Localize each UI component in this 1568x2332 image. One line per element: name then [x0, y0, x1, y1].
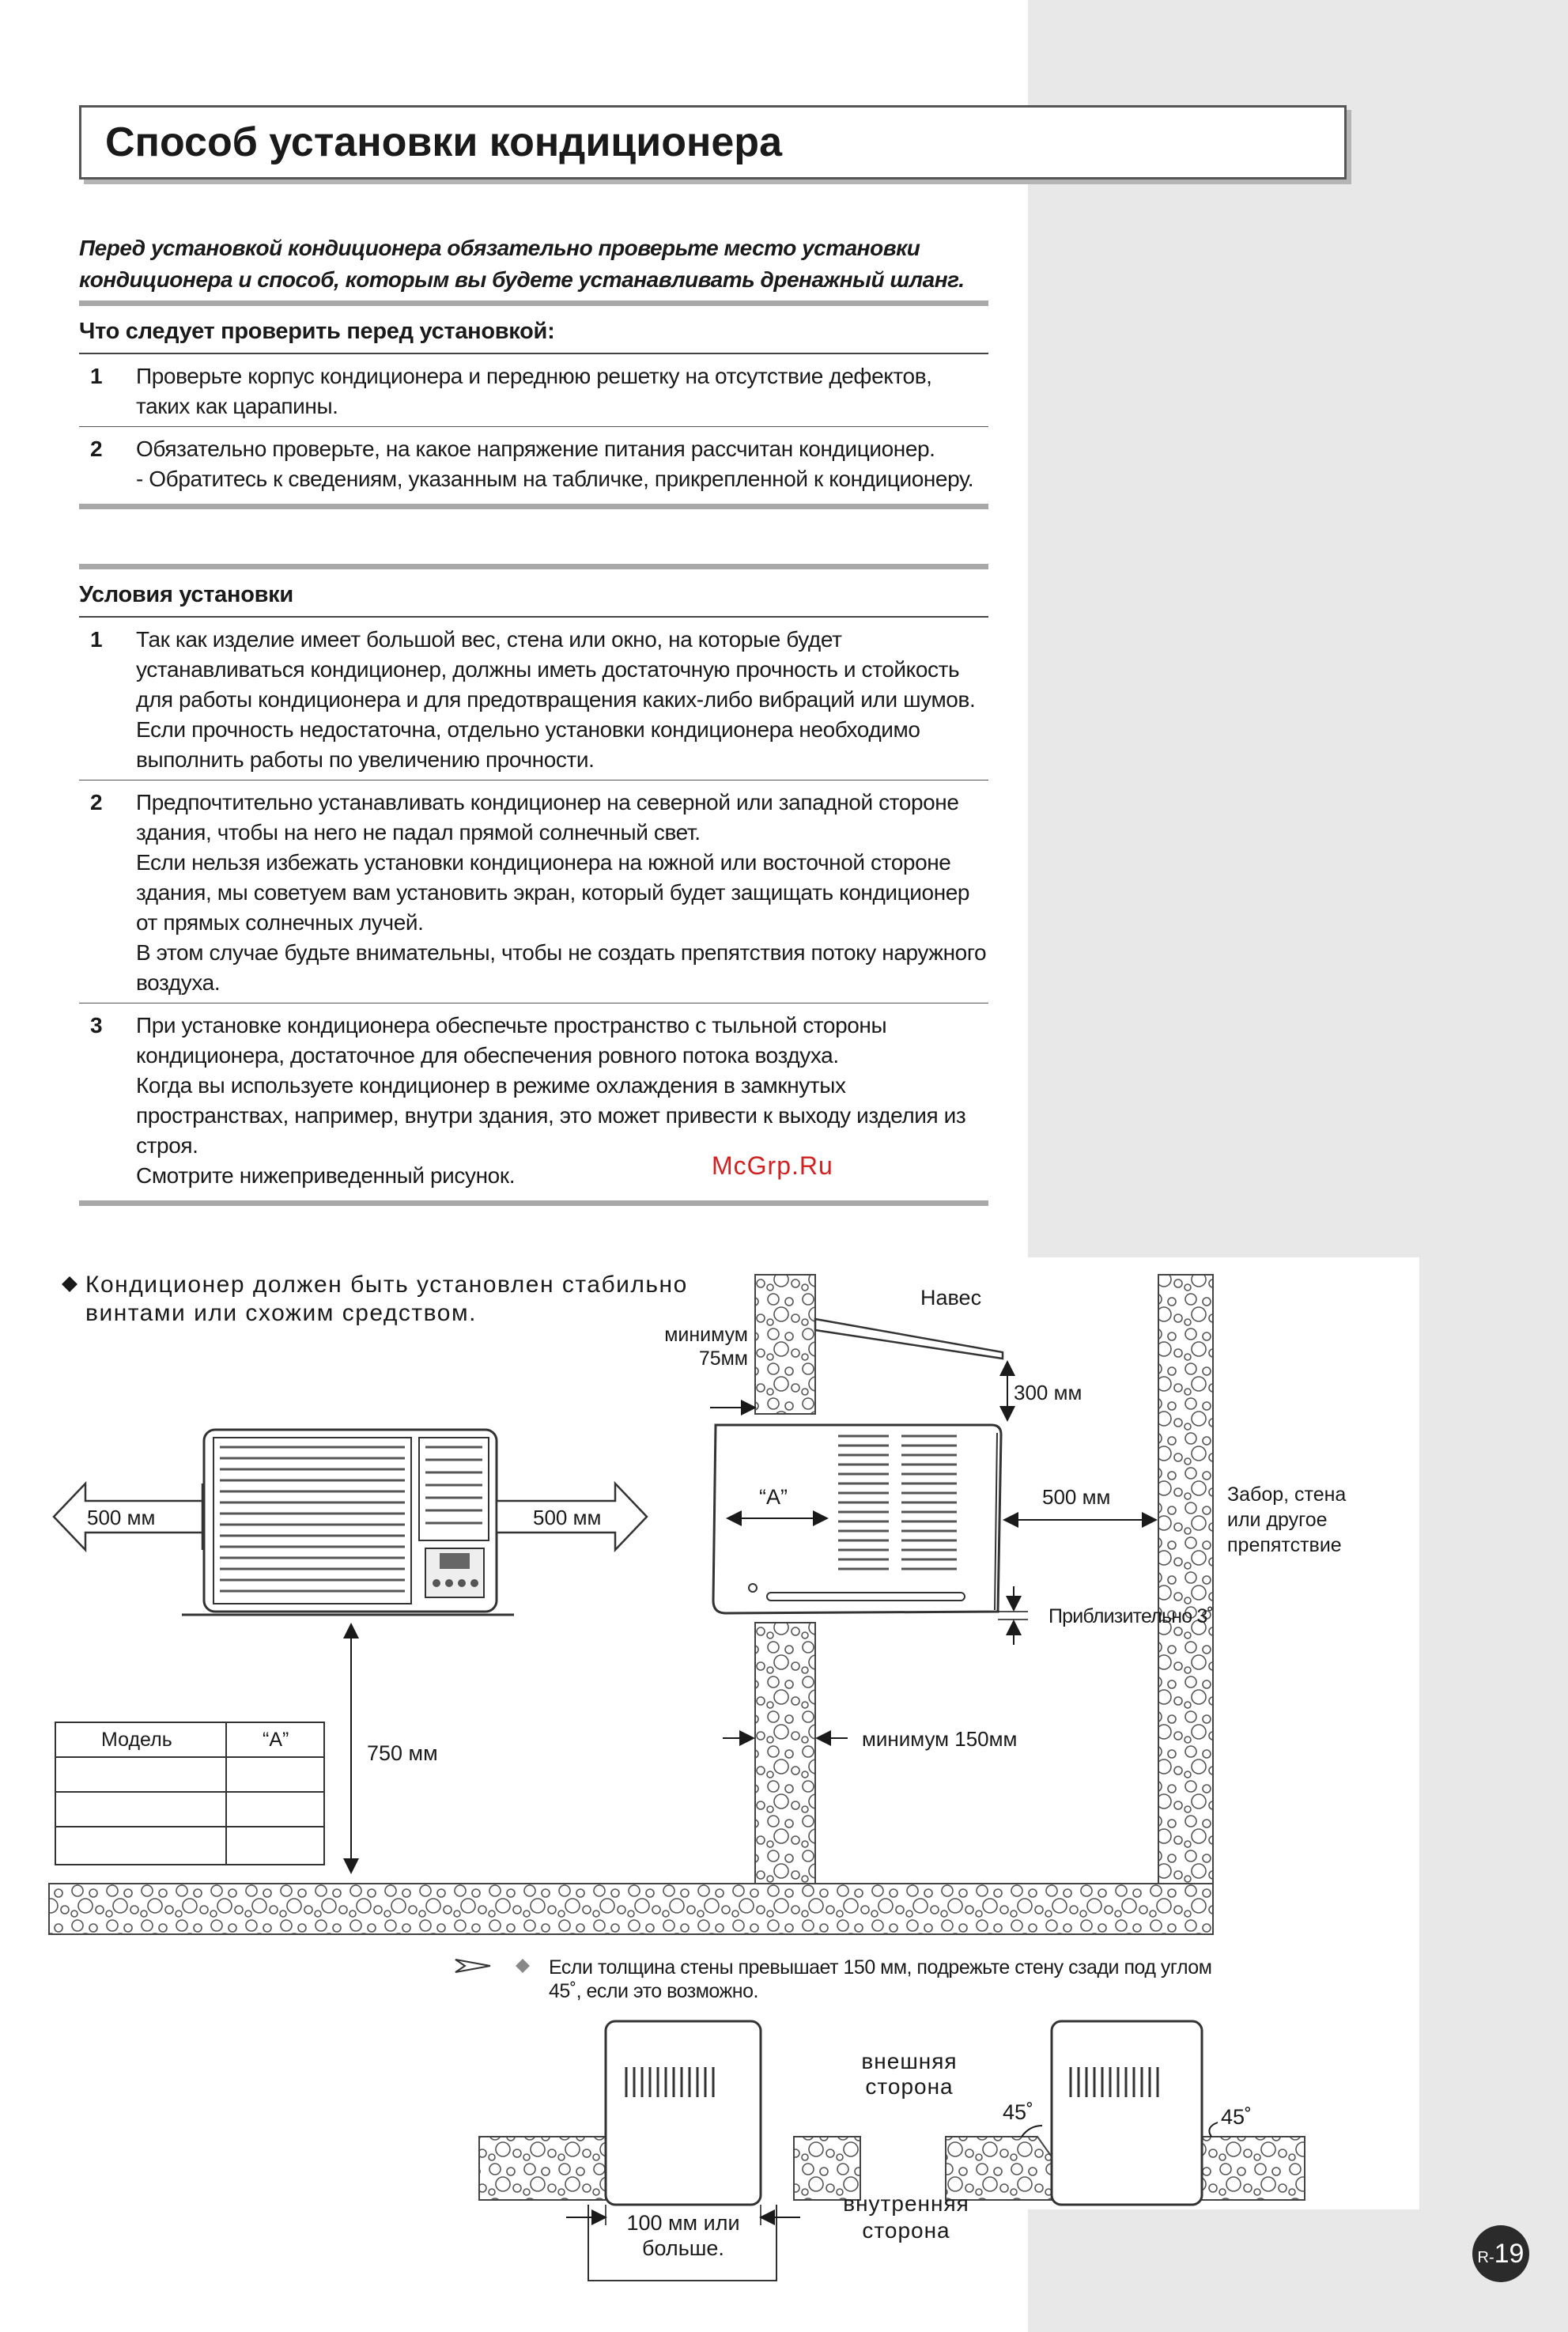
inner-side-line1: внутренняя	[843, 2191, 969, 2216]
awning	[815, 1319, 1003, 1359]
inner-side-line2: сторона	[862, 2218, 950, 2243]
dimension-a-label: “A”	[759, 1485, 788, 1509]
page-title: Способ установки кондиционера	[105, 119, 782, 165]
item-text: Так как изделие имеет большой вес, стена или окно, на которые будет устанавливаться кондиционер, должны иметь достаточную прочность и стойкость для работы кондиционера и для предотвращения каких-либо вибраций или шумов.	[136, 627, 976, 712]
installation-diagram	[0, 1257, 1419, 2260]
item-number: 1	[90, 627, 103, 652]
section-rule	[79, 504, 988, 509]
angle-arc-left	[1022, 2126, 1042, 2137]
item-text: Обязательно проверьте, на какое напряжение питания рассчитан кондиционер.	[136, 437, 935, 461]
note-line1: Кондиционер должен быть установлен стабильно	[85, 1272, 688, 1298]
note-bullet	[62, 1272, 688, 1326]
diamond-bullet-icon	[516, 1959, 530, 1973]
angle-left-label: 45˚	[1003, 2100, 1034, 2124]
title-box	[79, 105, 1347, 180]
item-text: Проверьте корпус кондиционера и переднюю решетку на отсутствие дефектов, таких как царапины.	[136, 364, 932, 418]
check-item-1	[79, 354, 988, 427]
diamond-bullet-icon	[62, 1276, 77, 1292]
pointer-arrow-icon	[455, 1960, 490, 1972]
wall-section-left-b	[794, 2137, 860, 2200]
condition-item-3	[79, 1003, 988, 1196]
page-number-badge	[1472, 2225, 1529, 2282]
outer-side-line2: сторона	[865, 2074, 954, 2099]
item-number: 1	[90, 364, 103, 388]
wall-upper	[755, 1275, 815, 1414]
intro-text: Перед установкой кондиционера обязательно проверьте место установки кондиционера и способ, которым вы будете устанавливать дренажный шланг.	[79, 236, 965, 292]
item-number: 2	[90, 790, 103, 814]
section-rule	[79, 300, 988, 306]
unit-top-view-right	[1052, 2021, 1202, 2205]
height-label: 750 мм	[367, 1741, 438, 1765]
note-line2: винтами или схожим средством.	[85, 1300, 477, 1326]
gap-right-label: 500 мм	[533, 1506, 602, 1529]
item-number: 2	[90, 437, 103, 461]
item-text: Если нельзя избежать установки кондиционера на южной или восточной стороне здания, мы советуем вам установить экран, который будет защищать кондиционер от прямых солнечных лучей.	[136, 850, 970, 935]
item-subnote: - Обратитесь к сведениям, указанным на табличке, прикрепленной к кондиционеру.	[136, 467, 974, 491]
angle-arc-right	[1209, 2122, 1218, 2137]
wall-note-line1: Если толщина стены превышает 150 мм, подрежьте стену сзади под углом	[549, 1956, 1212, 1979]
check-item-2	[79, 427, 988, 499]
section-rule	[79, 564, 988, 569]
min75-line2: 75мм	[698, 1347, 748, 1370]
condition-item-1	[79, 618, 988, 780]
fence-label-line1: Забор, стена	[1227, 1483, 1347, 1506]
fence	[1158, 1275, 1213, 1884]
table-header-model: Модель	[101, 1729, 172, 1751]
conditions-section	[79, 564, 988, 1206]
condition-item-2	[79, 780, 988, 1003]
min75-line1: минимум	[664, 1324, 748, 1346]
item-text: В этом случае будьте внимательны, чтобы не создать препятствия потоку наружного воздуха.	[136, 940, 987, 995]
check-section	[79, 300, 988, 509]
wall-section-right-a	[946, 2137, 1064, 2200]
check-heading: Что следует проверить перед установкой:	[79, 319, 988, 354]
min100-line1: 100 мм или	[626, 2211, 740, 2235]
front-unit	[182, 1430, 514, 1615]
wall-section-left-a	[479, 2137, 606, 2200]
item-text: Предпочтительно устанавливать кондиционер на северной или западной стороне здания, чтобы на него не падал прямой солнечный свет.	[136, 790, 959, 845]
item-text: Смотрите нижеприведенный рисунок.	[136, 1163, 516, 1188]
gap300-label: 300 мм	[1014, 1381, 1082, 1404]
section-rule	[79, 1200, 988, 1206]
wall-lower	[755, 1623, 815, 1884]
gap-back-label: 500 мм	[1042, 1485, 1111, 1509]
outer-side-line1: внешняя	[861, 2049, 958, 2073]
item-text: Когда вы используете кондиционер в режиме охлаждения в замкнутых пространствах, например, внутри здания, это может привести к выходу изделия из строя.	[136, 1073, 966, 1158]
watermark: McGrp.Ru	[712, 1151, 833, 1180]
model-table	[55, 1722, 324, 1865]
min100-line2: больше.	[642, 2236, 724, 2260]
item-text: Если прочность недостаточна, отдельно установки кондиционера необходимо выполнить работы по увеличению прочности.	[136, 717, 920, 772]
gap-left-label: 500 мм	[87, 1506, 156, 1529]
page-number-prefix: R-	[1477, 2249, 1494, 2266]
fence-label-line2: или другое	[1227, 1509, 1328, 1531]
approx-label: Приблизительно 3˚	[1048, 1605, 1214, 1627]
fence-label-line3: препятствие	[1227, 1534, 1342, 1556]
conditions-heading: Условия установки	[79, 582, 988, 618]
angle-right-label: 45˚	[1221, 2105, 1253, 2129]
awning-label: Навес	[920, 1286, 982, 1310]
table-header-a: “A”	[263, 1729, 289, 1751]
item-text: При установке кондиционера обеспечьте пространство с тыльной стороны кондиционера, достаточное для обеспечения ровного потока воздуха.	[136, 1013, 887, 1068]
item-number: 3	[90, 1013, 103, 1037]
unit-top-view-left	[606, 2021, 761, 2205]
page-number: 19	[1494, 2239, 1525, 2269]
min150-label: минимум 150мм	[862, 1727, 1018, 1751]
ground	[49, 1884, 1213, 1934]
wall-note-line2: 45˚, если это возможно.	[549, 1980, 758, 2002]
